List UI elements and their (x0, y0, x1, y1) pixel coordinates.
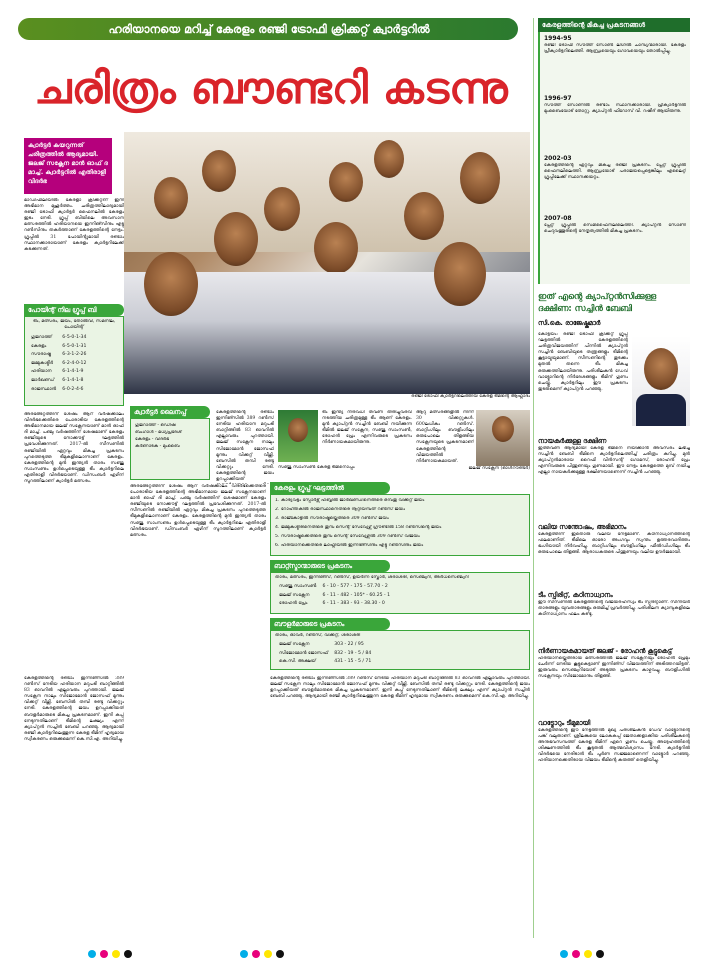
table-row: ജമ്മുകശ്മീർ 6-2-4-0-12 (31, 360, 87, 366)
scorecard-line: ബംഗാൾ - മധ്യപ്രദേശ് (135, 430, 182, 435)
registration-mark (112, 950, 120, 958)
history-year: 1996-97 (544, 95, 572, 102)
points-table-header: ടീം, മത്സരം, ജയം, തോൽവി, സമനില, പോയിന്റ് (33, 319, 115, 330)
history-text: കേരളത്തിന്റെ ഏറ്റവും മികച്ച രഞ്ജി പ്രകടനം. പ്ലേറ്റ് ഗ്രൂപ്പിൽ ഫൈനലിലെത്തി. ആന്ധ്രയോട് പരാജയപ്പെട്ടെങ്കിലും എലൈറ്റ് ഗ്രൂപ്പിലേക്ക് സ്ഥാനക്കയറ്റം. (544, 163, 686, 181)
deck-text: ക്വാർട്ടർ കയറുന്നത് ചരിത്രത്തിൽ ആദ്യമായി. ജലജ് സക്സേന മാൻ ഓഫ് ദ മാച്ച്. ക്വാർട്ടറിൽ എതിരാളി വിദർഭ (28, 142, 108, 185)
registration-mark (252, 950, 260, 958)
history-box (538, 32, 690, 284)
history-text: രഞ്ജി ട്രോഫി സൗത്ത് സോൺ ലീഗിൽ ചാമ്പ്യന്മാരായി. കേരളം പ്രീക്വാർട്ടറിലെത്തി. ആന്ധ്രയെയും ഗോവയെയും തോൽപ്പിച്ചു. (544, 43, 686, 55)
bowling-title: ബൗളർമാരുടെ പ്രകടനം (270, 618, 390, 630)
registration-mark (264, 950, 272, 958)
body-text-lower: കേരളത്തിന്റെ രണ്ടാം ഇന്നിങ്സിൽ 389 റൺസ് നേടിയ ഹരിയാന മറുപടി ബാറ്റിങ്ങിൽ 83 ഓവറിൽ എല്ലാവരും പുറത്തായി. ജലജ് സക്സേന നാലും സിജോമോൻ ജോസഫ് മൂന്നും വിക്കറ്റ് വീഴ്ത്തി. ബേസിൽ തമ്പി രണ്ടു വിക്കറ്റും നേടി. കേരളത്തിന്റെ ജയം ഉറപ്പാക്കിയത് ബൗളർമാരുടെ മികച്ച പ്രകടനമാണ്. ഇനി കപ്പ് നേടുന്നതിലാണ് ടീമിന്റെ ലക്ഷ്യം എന്ന് ക്യാപ്റ്റൻ സച്ചിൻ ബേബി പറഞ്ഞു. ആദ്യമായി രഞ്ജി ക്വാർട്ടറിലെത്തുന്ന കേരള ടീമിന് ഹൃദ്യമായ സ്വീകരണം ഒരുക്കുമെന്ന് കെ.സി.എ. അറിയിച്ചു. (270, 676, 530, 700)
player-profile-text: ടീം ഇന്ത്യ നിരവധി തവണ തിരിച്ചുവരവ് നടത്തിയ ചരിത്രമുള്ള ടീം ആണ് കേരളം. മുൻ ക്യാപ്റ്റൻ സച്ചിൻ ബേബി നയിക്കുന്ന ടീമിൽ ജലജ് സക്സേന, സഞ്ജു സാംസൺ, രോഹൻ പ്രേം എന്നിവരുടെ പ്രകടനം നിർണായകമായിരുന്നു. (322, 410, 412, 446)
scorecard-line: കർണാടക - മുംബൈ (135, 444, 180, 449)
list-item: 4. ജമ്മുകശ്മീരിനെതിരെ തുമ്പ സെന്റ് സേവ്യേഴ്സ് ഗ്രൗണ്ടിൽ 158 റൺസിന്റെ ജയം (275, 525, 442, 530)
points-table (24, 316, 124, 406)
scorecard-line: ഗുജറാത്ത് - ഒഡീഷ (135, 423, 176, 428)
batting-header: താരം, മത്സരം, ഇന്നിങ്സ്, റൺസ്, ഉയർന്ന സ്കോർ, ശരാശരി, സെഞ്ച്വറി, അർധസെഞ്ച്വറി (275, 575, 469, 580)
captain-section-text: ഈ സീസണിൽ കേരളത്തിന്റെ വിജയരഹസ്യം ടീം സ്പിരിറ്റാണ്. സീനിയർ താരങ്ങളും യുവതാരങ്ങളും ഒരുമിച്ച് പ്രവർത്തിച്ചു. പരിശീലന ക്യാമ്പുകളിലെ കഠിനാധ്വാനം ഫലം കണ്ടു. (538, 600, 690, 618)
registration-mark (596, 950, 604, 958)
table-row: ഗുജറാത്ത് 6-5-0-1-34 (31, 335, 87, 340)
history-title: കേരളത്തിന്റെ മികച്ച പ്രകടനങ്ങൾ (538, 18, 690, 32)
points-table-title: പോയിന്റ് നില ഗ്രൂപ്പ് ബി (24, 304, 124, 316)
quote-photo (476, 410, 530, 466)
player-caption: സഞ്ജു സാംസൺ കേരള ടീമിനൊപ്പം (278, 465, 355, 470)
registration-mark (240, 950, 248, 958)
group-stages-box (270, 494, 530, 556)
list-item: 2. റോഹ്തകിൽ രാജസ്ഥാനെതിരെ നൂറ്റിയമ്പത് റൺസ് ജയം (275, 507, 406, 512)
captain-section-text: ഹരിയാനയ്ക്കെതിരായ മത്സരത്തിൽ ജലജ് സക്സേനയും രോഹൻ പ്രേമും ചേർന്ന് നേടിയ കൂട്ടുകെട്ടാണ് ഇന്നിങ്സ് വിജയത്തിന് അടിത്തറയിട്ടത്. ഇരുവരും സെഞ്ച്വറിയോട് അടുത്ത പ്രകടനം കാഴ്ചവച്ചു. ബൗളിംഗിൽ സക്സേനയും സിജോമോനും തിളങ്ങി. (538, 656, 690, 680)
kicker-bar (10, 18, 528, 40)
batting-box (270, 572, 530, 614)
table-row: ഹരിയാന 6-1-4-1-9 (31, 369, 84, 375)
list-item: 6. ഹരിയാനക്കെതിരെ ലാഹ്ലിയിൽ ഇന്നിങ്സിനും എട്ടു റൺസിനും ജയം (275, 543, 424, 548)
captain-section-text: ഇത്തവണ ആദ്യമായി കേരള ടീമിനെ നയിക്കാൻ അവസരം ലഭിച്ച സച്ചിൻ ബേബി ടീമിനെ ക്വാർട്ടറിലെത്തിച്ച് ചരിത്രം കുറിച്ചു. മുൻ ക്യാപ്റ്റൻമാരായ റൈഫി വിൻസന്റ് ഗോമസ്, രോഹൻ പ്രേം എന്നിവരുടെ പിന്തുണയും ഗുണമായി. ഈ നേട്ടം കേരളത്തെ മുമ്പ് നയിച്ച എല്ലാ നായകർക്കുമുള്ള ദക്ഷിണയാണെന്ന് സച്ചിൻ പറഞ്ഞു. (538, 446, 690, 476)
quote-text: ആറു മത്സരങ്ങളിൽ നിന്ന് 30 വിക്കറ്റുകൾ. 600ലധികം റൺസ്. ബാറ്റിംഗിലും ബൗളിംഗിലും ഒരുപോലെ തിളങ്ങിയ സക്സേനയുടെ പ്രകടനമാണ് കേരളത്തിന്റെ വിജയത്തിൽ നിർണായകമായത്. (416, 410, 474, 464)
table-row: സിജോമോൻ ജോസഫ് 832 - 19 - 5 / 84 (279, 650, 372, 656)
group-stages-title: കേരളം ഗ്രൂപ്പ് ഘട്ടത്തിൽ (270, 482, 390, 494)
captain-section-text: കേരളത്തിന്റെ ഈ നേട്ടത്തിൽ മുഖ്യ പരിശീലകൻ ഡേവ് വാട്ട്മോറിന്റെ പങ്ക് വലുതാണ്. ശ്രീലങ്കയെ ലോകകപ്പ് ജേതാക്കളാക്കിയ പരിശീലകന്റെ അനുഭവസമ്പത്ത് കേരള ടീമിന് ഏറെ ഗുണം ചെയ്തു. അദ്ദേഹത്തിന്റെ ശിക്ഷണത്തിൽ ടീം കൂടുതൽ ആത്മവിശ്വാസം നേടി. ക്വാർട്ടറിൽ വിദർഭയെ നേരിടാൻ ടീം പൂർണ സജ്ജമാണെന്ന് വാട്ട്മോർ പറഞ്ഞു. ഹരിയാനക്കെതിരായ വിജയം ടീമിന്റെ കരുത്ത് തെളിയിച്ചു. (538, 728, 690, 764)
list-item: 3. രാജ്കോട്ടിൽ സൗരാഷ്ട്രയ്ക്കെതിരെ 309 റൺസ് ജയം (275, 516, 389, 521)
points-table-grid (27, 333, 90, 395)
photo-caption: രഞ്ജി ട്രോഫി ക്വാർട്ടറിലെത്തിയ കേരള ടീമിന്റെ ആഹ്ലാദം (411, 394, 530, 399)
team-photo (124, 132, 530, 394)
captain-section-heading: നായകർക്കുള്ള ദക്ഷിണ (538, 437, 607, 445)
registration-mark (572, 950, 580, 958)
table-row: ജാർഖണ്ഡ് 6-1-4-1-8 (31, 377, 84, 383)
lead-text: മാഡിഫിലിയിൽ: കേരളാ ക്രിക്കറ്റിന് ഇനി അഭിമാന മുഹൂർത്തം. ചരിത്രത്തിലാദ്യമായി രഞ്ജി ട്രോഫി ക്വാർട്ടർ ഫൈനലിൽ കേരളം ഇടം നേടി. ഗ്രൂപ്പ് ബിയിലെ അവസാന മത്സരത്തിൽ ഹരിയാനയെ ഇന്നിങ്സിനും എട്ടു റൺസിനും തകർത്താണ് കേരളത്തിന്റെ നേട്ടം. ഗ്രൂപ്പിൽ 31 പോയിന്റുമായി രണ്ടാം സ്ഥാനക്കാരായാണ് കേരളം ക്വാർട്ടറിലേക്ക് കടക്കുന്നത്. (24, 198, 124, 252)
deck-box (24, 138, 112, 194)
table-row: രോഹൻ പ്രേം 6 - 11 - 383 - 93 - 38.30 - 0 (279, 601, 385, 607)
history-year: 2007-08 (544, 215, 572, 222)
registration-mark (88, 950, 96, 958)
captain-intro: കോട്ടയം: രഞ്ജി ട്രോഫി ക്രിക്കറ്റ് ഗ്രൂപ്പ് ഘട്ടത്തിൽ കേരളത്തിന്റെ ചരിത്രവിജയത്തിന് പിന്നിൽ ക്യാപ്റ്റൻ സച്ചിൻ ബേബിയുടെ തന്ത്രങ്ങളും ടീമിന്റെ കൂട്ടായ്മയുമാണ്. സീസണിന്റെ തുടക്കം മുതൽ തന്നെ ടീം മികച്ച ഒരുക്കത്തിലായിരുന്നു. പരിശീലകൻ ഡേവ് വാട്ട്മോറിന്റെ നിർദേശങ്ങളും ടീമിന് ഗുണം ചെയ്തു. ക്വാർട്ടറിലും ഈ പ്രകടനം തുടരുമെന്ന് ക്യാപ്റ്റൻ പറഞ്ഞു. (538, 332, 628, 392)
captain-section-heading: ടീം സ്പിരിറ്റ്, കഠിനാധ്വാനം (538, 591, 613, 599)
quote-byline: ജലജ് സക്സേന (ഓൾറൗണ്ടർ) (468, 466, 530, 471)
history-year: 2002-03 (544, 155, 572, 162)
scorecard-title: ക്വാർട്ടർ ലൈനപ്പ് (130, 406, 210, 418)
body-text-middle: അരങ്ങേറ്റത്തിന് ശേഷം ആറ് വർഷക്കാലം വിദർഭക്കെതിരെ പോരാടിയ കേരളത്തിന്റെ അഭിമാനമായ ജലജ് സക്സേനയാണ് മാൻ ഓഫ് ദി മാച്ച്. പഞ്ചു വർഷത്തിന് ശേഷമാണ് കേരളം രഞ്ജിയുടെ നോക്കൗട്ട് ഘട്ടത്തിൽ പ്രവേശിക്കുന്നത്. 2017-ൽ സീസണിൽ രഞ്ജിയിൽ ഏറ്റവും മികച്ച പ്രകടനം പുറത്തെടുത്ത ടീമുകളിലൊന്നാണ് കേരളം. കേരളത്തിന്റെ മുൻ ഇന്ത്യൻ താരം സഞ്ജു സാംസണും ഉൾപ്പെടെയുള്ള ടീം ക്വാർട്ടറിലെ എതിരാളി വിദർഭയാണ്. ഡിസംബർ ഏഴിന് സൂറത്തിലാണ് ക്വാർട്ടർ മത്സരം. (130, 484, 266, 538)
lead-text-2: അരങ്ങേറ്റത്തിന് ശേഷം ആറ് വർഷക്കാലം വിദർഭക്കെതിരെ പോരാടിയ കേരളത്തിന്റെ അഭിമാനമായ ജലജ് സക്സേനയാണ് മാൻ ഓഫ് ദി മാച്ച്. പഞ്ചു വർഷത്തിന് ശേഷമാണ് കേരളം രഞ്ജിയുടെ നോക്കൗട്ട് ഘട്ടത്തിൽ പ്രവേശിക്കുന്നത്. 2017-ൽ സീസണിൽ രഞ്ജിയിൽ ഏറ്റവും മികച്ച പ്രകടനം പുറത്തെടുത്ത ടീമുകളിലൊന്നാണ് കേരളം. കേരളത്തിന്റെ മുൻ ഇന്ത്യൻ താരം സഞ്ജു സാംസണും ഉൾപ്പെടെയുള്ള ടീം ക്വാർട്ടറിലെ എതിരാളി വിദർഭയാണ്. ഡിസംബർ ഏഴിന് സൂറത്തിലാണ് ക്വാർട്ടർ മത്സരം. (24, 412, 124, 485)
scorecard-box (130, 418, 210, 480)
table-row: രാജസ്ഥാൻ 6-0-2-4-6 (31, 386, 84, 392)
history-text: സൗത്ത് സോണിൽ രണ്ടാം സ്ഥാനക്കാരായി. പ്രീക്വാർട്ടറിൽ മുംബൈയോട് തോറ്റു. ക്യാപ്റ്റൻ ഫിറോസ് വി. റഷീദ് ആയിരുന്നു. (544, 103, 686, 115)
captain-photo (632, 336, 690, 426)
table-row: കെ.സി. അക്ഷയ് 431 - 15 - 5 / 71 (279, 659, 372, 665)
middle-column-text: കേരളത്തിന്റെ രണ്ടാം ഇന്നിങ്സിൽ 389 റൺസ് നേടിയ ഹരിയാന മറുപടി ബാറ്റിങ്ങിൽ 83 ഓവറിൽ എല്ലാവരും പുറത്തായി. ജലജ് സക്സേന നാലും സിജോമോൻ ജോസഫ് മൂന്നും വിക്കറ്റ് വീഴ്ത്തി. ബേസിൽ തമ്പി രണ്ടു വിക്കറ്റും നേടി. കേരളത്തിന്റെ ജയം ഉറപ്പാക്കിയത് (216, 410, 274, 483)
list-item: 5. സൗരാഷ്ട്രക്കെതിരെ തുമ്പ സെന്റ് സേവ്യേഴ്സിൽ 309 റൺസ് വിജയം (275, 534, 420, 539)
table-row: ജലജ് സക്സേന 6 - 11 - 482 - 105* - 60.25 - 1 (279, 592, 391, 598)
registration-mark (124, 950, 132, 958)
registration-mark (100, 950, 108, 958)
table-row: കേരളം 6-5-0-1-31 (31, 343, 87, 349)
scorecard-line: കേരളം - വിദർഭ (135, 437, 169, 442)
table-row: ജലജ് സക്സേന 303 - 22 / 95 (279, 642, 364, 647)
captain-section-text: കേരളത്തിന് ഇതൊരു വലിയ നേട്ടമാണ്. കഠിനാധ്വാനത്തിന്റെ ഫലമാണിത്. ടീമിലെ ഓരോ അംഗവും സ്വന്തം ഉത്തരവാദിത്തം ഭംഗിയായി നിർവഹിച്ചു. ബാറ്റിംഗിലും ബൗളിംഗിലും ഫീൽഡിംഗിലും ടീം ഒരുപോലെ തിളങ്ങി. ആരാധകരുടെ പിന്തുണയും വലിയ ഊർജമായി. (538, 532, 690, 556)
lower-blank (10, 770, 530, 938)
captain-section-heading: വലിയ സന്തോഷം, അഭിമാനം (538, 523, 627, 531)
registration-mark (560, 950, 568, 958)
column-divider (533, 18, 534, 938)
captain-title: ഇത് എന്റെ ക്യാപ്റ്റൻസിക്കുള്ള ദക്ഷിണ: സച്ചിൻ ബേബി (538, 291, 656, 313)
registration-mark (276, 950, 284, 958)
table-row: സഞ്ജു സാംസൺ 6 - 10 - 577 - 175 - 57.70 - 2 (279, 584, 388, 589)
table-row: സൗരാഷ്ട്ര 6-3-1-2-26 (31, 352, 87, 358)
registration-mark (584, 950, 592, 958)
captain-section-heading: വാട്മോറും ടീമുമായി (538, 719, 591, 727)
list-item: 1. കാര്യവട്ടം സ്പോർട്സ് ഹബ്ബിൽ ജാർഖണ്ഡിനെതിരെ ഒമ്പതു വിക്കറ്റ് ജയം (275, 498, 425, 503)
history-text: പ്ലേറ്റ് ഗ്രൂപ്പിൽ സെമിഫൈനലിലെത്തി. ക്യാപ്റ്റൻ സോണി ചെറുവത്തൂരിന്റെ നേതൃത്വത്തിൽ മികച്ച പ്രകടനം. (544, 223, 686, 235)
captain-section-heading: നിർണായകമായത് ജലജ് - രോഹൻ കൂട്ടുകെട്ട് (538, 647, 672, 655)
lead-text-3: കേരളത്തിന്റെ രണ്ടാം ഇന്നിങ്സിൽ 389 റൺസ് നേടിയ ഹരിയാന മറുപടി ബാറ്റിങ്ങിൽ 83 ഓവറിൽ എല്ലാവരും പുറത്തായി. ജലജ് സക്സേന നാലും സിജോമോൻ ജോസഫ് മൂന്നും വിക്കറ്റ് വീഴ്ത്തി. ബേസിൽ തമ്പി രണ്ടു വിക്കറ്റും നേടി. കേരളത്തിന്റെ ജയം ഉറപ്പാക്കിയത് ബൗളർമാരുടെ മികച്ച പ്രകടനമാണ്. ഇനി കപ്പ് നേടുന്നതിലാണ് ടീമിന്റെ ലക്ഷ്യം എന്ന് ക്യാപ്റ്റൻ സച്ചിൻ ബേബി പറഞ്ഞു. ആദ്യമായി രഞ്ജി ക്വാർട്ടറിലെത്തുന്ന കേരള ടീമിന് ഹൃദ്യമായ സ്വീകരണം ഒരുക്കുമെന്ന് കെ.സി.എ. അറിയിച്ചു. (24, 676, 124, 742)
player-photo (278, 410, 318, 462)
batting-title: ബാറ്റ്സ്മാന്മാരുടെ പ്രകടനം (270, 560, 390, 572)
headline: ചരിത്രം ബൗണ്ടറി കടന്നു (34, 64, 508, 114)
captain-byline: സി.കെ. രാജേഷ്കുമാർ (538, 319, 601, 327)
bowling-table (275, 640, 375, 668)
history-year: 1994-95 (544, 35, 572, 42)
batting-table (275, 582, 394, 610)
bowling-header: താരം, ഓവർ, റൺസ്, വിക്കറ്റ്, ശരാശരി (275, 633, 361, 638)
kicker-text: ഹരിയാനയെ മറിച്ച് കേരളം രഞ്ജി ട്രോഫി ക്രിക്കറ്റ് ക്വാർട്ടറിൽ (108, 22, 430, 36)
bowling-box (270, 630, 530, 670)
